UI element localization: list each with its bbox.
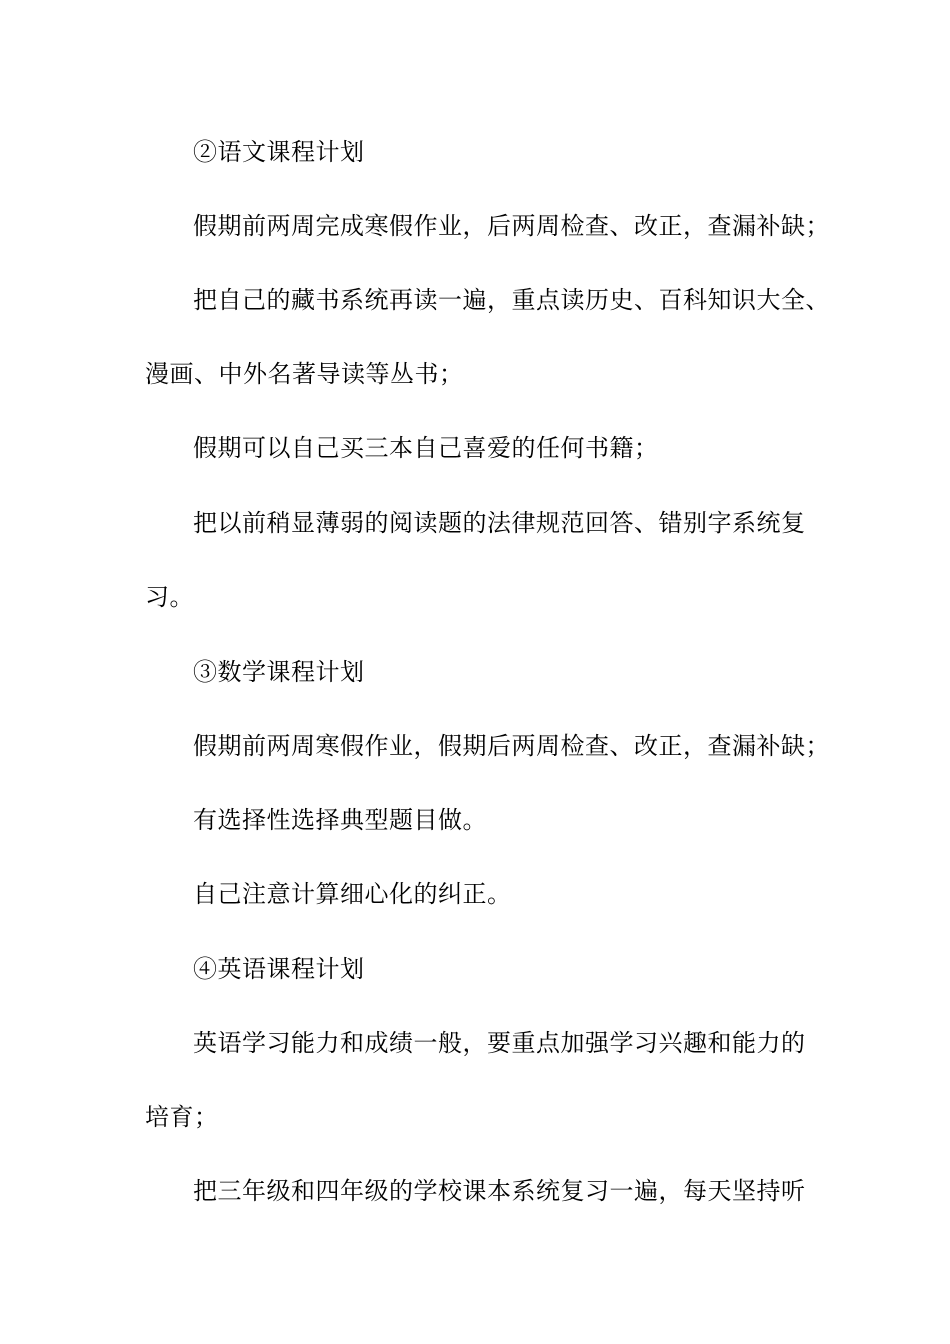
paragraph-line: 把以前稍显薄弱的阅读题的法律规范回答、错别字系统复 <box>193 509 806 537</box>
heading-math-plan: ③数学课程计划 <box>193 658 365 686</box>
paragraph-line: 漫画、中外名著导读等丛书； <box>145 360 464 388</box>
paragraph-line: 把自己的藏书系统再读一遍，重点读历史、百科知识大全、 <box>193 286 830 314</box>
paragraph-line: 习。 <box>145 583 194 611</box>
paragraph-line: 有选择性选择典型题目做。 <box>193 806 487 834</box>
paragraph-line: 把三年级和四年级的学校课本系统复习一遍，每天坚持听 <box>193 1177 806 1205</box>
paragraph-line: 自己注意计算细心化的纠正。 <box>193 880 512 908</box>
paragraph-line: 假期可以自己买三本自己喜爱的任何书籍； <box>193 434 659 462</box>
paragraph-line: 假期前两周完成寒假作业，后两周检查、改正，查漏补缺； <box>193 212 830 240</box>
paragraph-line: 假期前两周寒假作业，假期后两周检查、改正，查漏补缺； <box>193 732 830 760</box>
paragraph-line: 英语学习能力和成绩一般，要重点加强学习兴趣和能力的 <box>193 1029 806 1057</box>
paragraph-line: 培育； <box>145 1103 219 1131</box>
heading-chinese-plan: ②语文课程计划 <box>193 138 365 166</box>
heading-english-plan: ④英语课程计划 <box>193 955 365 983</box>
